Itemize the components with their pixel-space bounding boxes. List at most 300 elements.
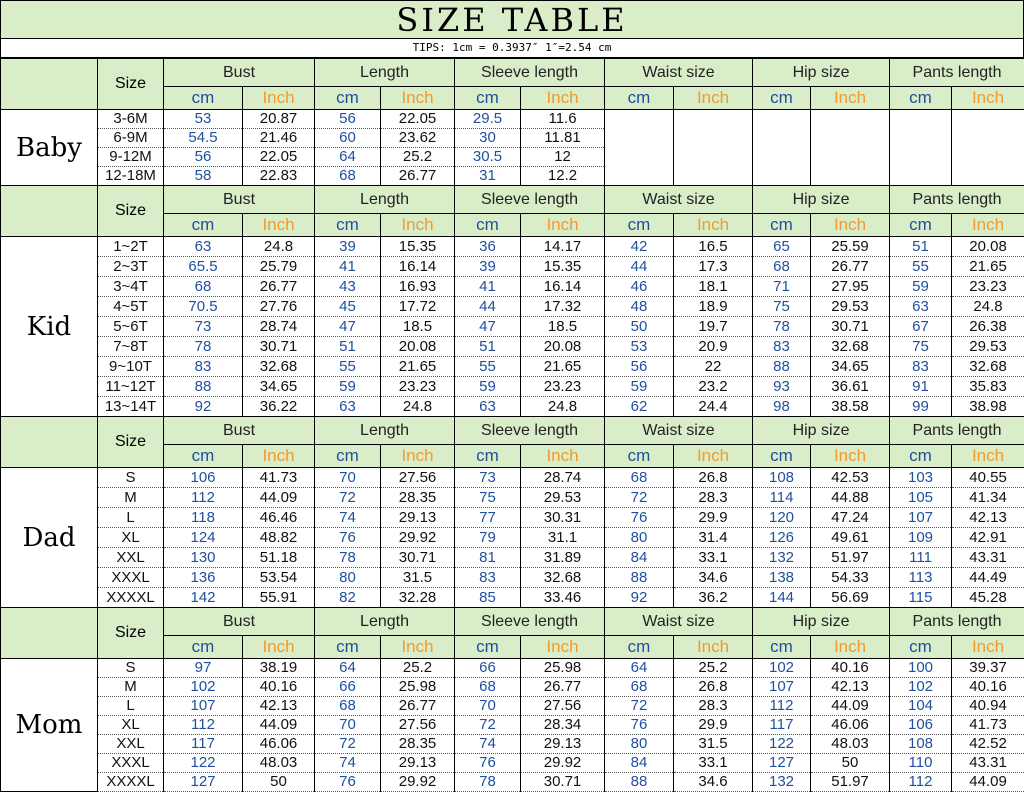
value-cm-cell: 62 — [605, 397, 674, 417]
value-cm-cell: 39 — [455, 257, 521, 277]
size-cell: M — [98, 488, 164, 508]
value-inch-cell: 42.13 — [952, 508, 1024, 528]
value-inch-cell: 36.2 — [674, 588, 753, 608]
value-cm-cell: 48 — [605, 297, 674, 317]
value-inch-cell: 34.65 — [811, 357, 890, 377]
value-cm-cell: 144 — [753, 588, 811, 608]
size-column-header: Size — [98, 186, 164, 237]
value-cm-cell: 74 — [315, 754, 381, 773]
table-row — [1, 317, 1024, 337]
value-cm-cell: 67 — [890, 317, 952, 337]
unit-cm-header: cm — [315, 87, 381, 110]
measure-header-bust: Bust — [164, 59, 315, 87]
value-inch-cell: 56.69 — [811, 588, 890, 608]
measure-header-bust: Bust — [164, 608, 315, 636]
value-cm-cell: 126 — [753, 528, 811, 548]
value-inch-cell: 31.5 — [674, 735, 753, 754]
value-inch-cell: 24.8 — [381, 397, 455, 417]
value-inch-cell: 23.23 — [381, 377, 455, 397]
measure-header-sleeve-length: Sleeve length — [455, 417, 605, 445]
value-inch-cell: 28.74 — [243, 317, 315, 337]
unit-cm-header: cm — [164, 214, 243, 237]
table-row — [1, 754, 1024, 773]
value-inch-cell: 41.73 — [243, 468, 315, 488]
value-inch-cell: 17.3 — [674, 257, 753, 277]
value-cm-cell: 112 — [164, 488, 243, 508]
value-inch-cell: 25.98 — [521, 659, 605, 678]
value-cm-cell: 76 — [605, 508, 674, 528]
value-cm-cell: 118 — [164, 508, 243, 528]
value-cm-cell: 103 — [890, 468, 952, 488]
unit-cm-header: cm — [164, 636, 243, 659]
value-inch-cell: 25.2 — [381, 148, 455, 167]
size-cell: 3-6M — [98, 110, 164, 129]
table-row — [1, 110, 1024, 129]
value-inch-cell: 36.22 — [243, 397, 315, 417]
size-cell: 7~8T — [98, 337, 164, 357]
unit-cm-header: cm — [164, 445, 243, 468]
value-inch-cell: 46.06 — [243, 735, 315, 754]
measure-header-length: Length — [315, 608, 455, 636]
value-inch-cell: 28.74 — [521, 468, 605, 488]
size-cell: S — [98, 659, 164, 678]
size-cell: 3~4T — [98, 277, 164, 297]
value-cm-cell: 88 — [605, 773, 674, 792]
unit-inch-header: Inch — [381, 87, 455, 110]
value-inch-cell: 23.2 — [674, 377, 753, 397]
value-inch-cell: 24.4 — [674, 397, 753, 417]
value-cm-cell: 63 — [315, 397, 381, 417]
measure-header-waist-size: Waist size — [605, 59, 753, 87]
value-inch-cell: 11.6 — [521, 110, 605, 129]
unit-inch-header: Inch — [811, 445, 890, 468]
empty-cell — [952, 110, 1024, 186]
value-cm-cell: 56 — [605, 357, 674, 377]
value-inch-cell: 21.65 — [381, 357, 455, 377]
unit-cm-header: cm — [605, 636, 674, 659]
measure-header-pants-length: Pants length — [890, 417, 1024, 445]
value-inch-cell: 24.8 — [521, 397, 605, 417]
unit-inch-header: Inch — [243, 636, 315, 659]
unit-cm-header: cm — [753, 87, 811, 110]
value-inch-cell: 22.05 — [243, 148, 315, 167]
value-cm-cell: 59 — [605, 377, 674, 397]
value-inch-cell: 48.03 — [243, 754, 315, 773]
value-inch-cell: 40.16 — [952, 678, 1024, 697]
empty-cell — [753, 110, 811, 186]
unit-inch-header: Inch — [674, 214, 753, 237]
value-cm-cell: 112 — [164, 716, 243, 735]
value-inch-cell: 20.08 — [381, 337, 455, 357]
value-cm-cell: 72 — [315, 488, 381, 508]
value-inch-cell: 50 — [243, 773, 315, 792]
value-inch-cell: 30.31 — [521, 508, 605, 528]
value-inch-cell: 29.92 — [381, 528, 455, 548]
table-row — [1, 659, 1024, 678]
measure-header-bust: Bust — [164, 186, 315, 214]
value-inch-cell: 18.5 — [521, 317, 605, 337]
value-inch-cell: 40.16 — [243, 678, 315, 697]
value-inch-cell: 16.14 — [381, 257, 455, 277]
table-row — [1, 397, 1024, 417]
size-cell: M — [98, 678, 164, 697]
value-cm-cell: 55 — [455, 357, 521, 377]
value-inch-cell: 29.92 — [381, 773, 455, 792]
value-cm-cell: 73 — [164, 317, 243, 337]
value-inch-cell: 32.68 — [521, 568, 605, 588]
unit-cm-header: cm — [605, 445, 674, 468]
value-cm-cell: 113 — [890, 568, 952, 588]
value-inch-cell: 46.06 — [811, 716, 890, 735]
table-row — [1, 548, 1024, 568]
table-row — [1, 488, 1024, 508]
value-cm-cell: 98 — [753, 397, 811, 417]
value-inch-cell: 34.6 — [674, 568, 753, 588]
value-inch-cell: 11.81 — [521, 129, 605, 148]
value-inch-cell: 26.77 — [381, 697, 455, 716]
value-cm-cell: 97 — [164, 659, 243, 678]
value-cm-cell: 39 — [315, 237, 381, 257]
value-inch-cell: 34.6 — [674, 773, 753, 792]
value-inch-cell: 28.35 — [381, 488, 455, 508]
value-inch-cell: 28.34 — [521, 716, 605, 735]
value-cm-cell: 68 — [164, 277, 243, 297]
value-cm-cell: 92 — [605, 588, 674, 608]
unit-inch-header: Inch — [521, 87, 605, 110]
size-cell: 1~2T — [98, 237, 164, 257]
value-inch-cell: 27.56 — [381, 468, 455, 488]
value-cm-cell: 112 — [890, 773, 952, 792]
value-cm-cell: 80 — [315, 568, 381, 588]
section-header-row — [1, 608, 1024, 636]
measure-header-pants-length: Pants length — [890, 608, 1024, 636]
unit-cm-header: cm — [753, 214, 811, 237]
value-inch-cell: 29.13 — [381, 508, 455, 528]
value-cm-cell: 72 — [315, 735, 381, 754]
value-inch-cell: 40.55 — [952, 468, 1024, 488]
value-cm-cell: 70 — [455, 697, 521, 716]
value-inch-cell: 21.65 — [521, 357, 605, 377]
value-cm-cell: 71 — [753, 277, 811, 297]
value-inch-cell: 12.2 — [521, 167, 605, 186]
size-cell: XL — [98, 716, 164, 735]
value-cm-cell: 115 — [890, 588, 952, 608]
unit-inch-header: Inch — [811, 214, 890, 237]
value-cm-cell: 51 — [455, 337, 521, 357]
value-inch-cell: 28.3 — [674, 697, 753, 716]
unit-inch-header: Inch — [521, 214, 605, 237]
value-inch-cell: 54.33 — [811, 568, 890, 588]
value-inch-cell: 34.65 — [243, 377, 315, 397]
value-cm-cell: 78 — [315, 548, 381, 568]
empty-cell — [605, 110, 674, 186]
value-inch-cell: 16.5 — [674, 237, 753, 257]
measure-header-hip-size: Hip size — [753, 59, 890, 87]
value-inch-cell: 30.71 — [243, 337, 315, 357]
value-inch-cell: 31.5 — [381, 568, 455, 588]
value-cm-cell: 108 — [890, 735, 952, 754]
value-cm-cell: 29.5 — [455, 110, 521, 129]
value-inch-cell: 42.53 — [811, 468, 890, 488]
value-cm-cell: 92 — [164, 397, 243, 417]
value-cm-cell: 63 — [890, 297, 952, 317]
measure-header-sleeve-length: Sleeve length — [455, 59, 605, 87]
value-cm-cell: 42 — [605, 237, 674, 257]
value-inch-cell: 42.91 — [952, 528, 1024, 548]
value-inch-cell: 27.95 — [811, 277, 890, 297]
value-cm-cell: 64 — [315, 148, 381, 167]
value-inch-cell: 30.71 — [381, 548, 455, 568]
unit-inch-header: Inch — [952, 636, 1024, 659]
measure-header-pants-length: Pants length — [890, 186, 1024, 214]
value-cm-cell: 70 — [315, 716, 381, 735]
value-cm-cell: 76 — [455, 754, 521, 773]
value-cm-cell: 114 — [753, 488, 811, 508]
value-cm-cell: 58 — [164, 167, 243, 186]
value-inch-cell: 28.35 — [381, 735, 455, 754]
unit-cm-header: cm — [890, 87, 952, 110]
size-cell: XXXXL — [98, 588, 164, 608]
size-column-header: Size — [98, 608, 164, 659]
value-cm-cell: 77 — [455, 508, 521, 528]
value-inch-cell: 55.91 — [243, 588, 315, 608]
value-cm-cell: 83 — [890, 357, 952, 377]
category-header-cell — [1, 608, 98, 659]
value-cm-cell: 130 — [164, 548, 243, 568]
value-inch-cell: 43.31 — [952, 548, 1024, 568]
value-cm-cell: 47 — [315, 317, 381, 337]
value-cm-cell: 65 — [753, 237, 811, 257]
value-cm-cell: 102 — [164, 678, 243, 697]
value-inch-cell: 36.61 — [811, 377, 890, 397]
unit-cm-header: cm — [890, 445, 952, 468]
value-inch-cell: 40.16 — [811, 659, 890, 678]
size-column-header: Size — [98, 59, 164, 110]
value-cm-cell: 111 — [890, 548, 952, 568]
value-cm-cell: 36 — [455, 237, 521, 257]
value-inch-cell: 41.34 — [952, 488, 1024, 508]
value-inch-cell: 23.62 — [381, 129, 455, 148]
value-inch-cell: 44.09 — [952, 773, 1024, 792]
value-inch-cell: 46.46 — [243, 508, 315, 528]
value-cm-cell: 83 — [455, 568, 521, 588]
value-inch-cell: 25.2 — [381, 659, 455, 678]
value-inch-cell: 27.76 — [243, 297, 315, 317]
table-row — [1, 697, 1024, 716]
table-row — [1, 337, 1024, 357]
measure-header-sleeve-length: Sleeve length — [455, 608, 605, 636]
category-header-cell — [1, 417, 98, 468]
value-cm-cell: 41 — [455, 277, 521, 297]
value-inch-cell: 27.56 — [521, 697, 605, 716]
value-inch-cell: 25.79 — [243, 257, 315, 277]
value-inch-cell: 32.68 — [952, 357, 1024, 377]
value-inch-cell: 38.19 — [243, 659, 315, 678]
value-cm-cell: 85 — [455, 588, 521, 608]
unit-inch-header: Inch — [811, 87, 890, 110]
value-cm-cell: 73 — [455, 468, 521, 488]
size-table — [0, 58, 1024, 792]
value-inch-cell: 27.56 — [381, 716, 455, 735]
value-inch-cell: 32.68 — [811, 337, 890, 357]
value-cm-cell: 106 — [164, 468, 243, 488]
value-cm-cell: 59 — [315, 377, 381, 397]
unit-inch-header: Inch — [952, 87, 1024, 110]
unit-cm-header: cm — [315, 214, 381, 237]
unit-inch-header: Inch — [243, 87, 315, 110]
value-cm-cell: 109 — [890, 528, 952, 548]
value-inch-cell: 29.53 — [811, 297, 890, 317]
size-cell: S — [98, 468, 164, 488]
value-cm-cell: 64 — [605, 659, 674, 678]
value-inch-cell: 51.97 — [811, 773, 890, 792]
category-kid: Kid — [1, 237, 98, 417]
unit-cm-header: cm — [164, 87, 243, 110]
unit-inch-header: Inch — [243, 445, 315, 468]
value-cm-cell: 44 — [605, 257, 674, 277]
value-inch-cell: 19.7 — [674, 317, 753, 337]
value-inch-cell: 20.08 — [952, 237, 1024, 257]
measure-header-hip-size: Hip size — [753, 186, 890, 214]
value-inch-cell: 14.17 — [521, 237, 605, 257]
unit-cm-header: cm — [315, 445, 381, 468]
value-inch-cell: 20.08 — [521, 337, 605, 357]
value-inch-cell: 35.83 — [952, 377, 1024, 397]
value-cm-cell: 84 — [605, 548, 674, 568]
value-cm-cell: 132 — [753, 773, 811, 792]
value-cm-cell: 88 — [164, 377, 243, 397]
table-row — [1, 528, 1024, 548]
value-inch-cell: 25.98 — [381, 678, 455, 697]
value-cm-cell: 132 — [753, 548, 811, 568]
value-inch-cell: 39.37 — [952, 659, 1024, 678]
value-inch-cell: 51.97 — [811, 548, 890, 568]
value-inch-cell: 40.94 — [952, 697, 1024, 716]
table-row — [1, 716, 1024, 735]
value-cm-cell: 104 — [890, 697, 952, 716]
value-inch-cell: 29.9 — [674, 508, 753, 528]
measure-header-bust: Bust — [164, 417, 315, 445]
value-inch-cell: 45.28 — [952, 588, 1024, 608]
size-cell: XXL — [98, 548, 164, 568]
value-inch-cell: 51.18 — [243, 548, 315, 568]
conversion-tips: TIPS: 1cm = 0.3937″ 1″=2.54 cm — [0, 38, 1024, 58]
category-dad: Dad — [1, 468, 98, 608]
value-inch-cell: 44.49 — [952, 568, 1024, 588]
value-cm-cell: 79 — [455, 528, 521, 548]
value-inch-cell: 29.13 — [521, 735, 605, 754]
value-cm-cell: 138 — [753, 568, 811, 588]
value-inch-cell: 23.23 — [952, 277, 1024, 297]
value-inch-cell: 18.9 — [674, 297, 753, 317]
size-cell: 5~6T — [98, 317, 164, 337]
unit-inch-header: Inch — [521, 445, 605, 468]
value-cm-cell: 117 — [164, 735, 243, 754]
value-cm-cell: 91 — [890, 377, 952, 397]
value-cm-cell: 107 — [890, 508, 952, 528]
value-inch-cell: 38.58 — [811, 397, 890, 417]
value-cm-cell: 68 — [605, 468, 674, 488]
value-inch-cell: 21.46 — [243, 129, 315, 148]
value-inch-cell: 41.73 — [952, 716, 1024, 735]
size-cell: L — [98, 508, 164, 528]
value-inch-cell: 53.54 — [243, 568, 315, 588]
value-inch-cell: 38.98 — [952, 397, 1024, 417]
value-cm-cell: 78 — [164, 337, 243, 357]
value-cm-cell: 108 — [753, 468, 811, 488]
value-cm-cell: 43 — [315, 277, 381, 297]
table-row — [1, 237, 1024, 257]
value-inch-cell: 26.77 — [521, 678, 605, 697]
value-cm-cell: 53 — [605, 337, 674, 357]
value-cm-cell: 88 — [605, 568, 674, 588]
value-inch-cell: 26.8 — [674, 678, 753, 697]
value-cm-cell: 44 — [455, 297, 521, 317]
value-cm-cell: 93 — [753, 377, 811, 397]
unit-cm-header: cm — [890, 636, 952, 659]
value-inch-cell: 12 — [521, 148, 605, 167]
value-cm-cell: 106 — [890, 716, 952, 735]
size-cell: 9~10T — [98, 357, 164, 377]
unit-cm-header: cm — [315, 636, 381, 659]
size-column-header: Size — [98, 417, 164, 468]
table-row — [1, 377, 1024, 397]
value-cm-cell: 127 — [753, 754, 811, 773]
value-inch-cell: 18.5 — [381, 317, 455, 337]
section-header-row — [1, 417, 1024, 445]
value-cm-cell: 74 — [455, 735, 521, 754]
value-cm-cell: 84 — [605, 754, 674, 773]
value-cm-cell: 63 — [455, 397, 521, 417]
value-inch-cell: 26.77 — [243, 277, 315, 297]
value-inch-cell: 29.53 — [521, 488, 605, 508]
value-cm-cell: 59 — [455, 377, 521, 397]
category-mom: Mom — [1, 659, 98, 792]
value-inch-cell: 30.71 — [521, 773, 605, 792]
value-inch-cell: 26.8 — [674, 468, 753, 488]
value-cm-cell: 75 — [455, 488, 521, 508]
unit-cm-header: cm — [605, 87, 674, 110]
value-cm-cell: 117 — [753, 716, 811, 735]
unit-inch-header: Inch — [952, 214, 1024, 237]
value-inch-cell: 42.13 — [811, 678, 890, 697]
measure-header-waist-size: Waist size — [605, 417, 753, 445]
value-cm-cell: 136 — [164, 568, 243, 588]
measure-header-hip-size: Hip size — [753, 417, 890, 445]
value-cm-cell: 51 — [315, 337, 381, 357]
size-cell: XXL — [98, 735, 164, 754]
value-cm-cell: 30.5 — [455, 148, 521, 167]
value-cm-cell: 100 — [890, 659, 952, 678]
unit-cm-header: cm — [455, 445, 521, 468]
measure-header-length: Length — [315, 186, 455, 214]
size-cell: 6-9M — [98, 129, 164, 148]
table-row — [1, 588, 1024, 608]
table-row — [1, 508, 1024, 528]
value-cm-cell: 105 — [890, 488, 952, 508]
value-inch-cell: 49.61 — [811, 528, 890, 548]
measure-header-length: Length — [315, 417, 455, 445]
category-header-cell — [1, 186, 98, 237]
value-cm-cell: 75 — [753, 297, 811, 317]
unit-inch-header: Inch — [952, 445, 1024, 468]
unit-inch-header: Inch — [381, 636, 455, 659]
value-inch-cell: 29.53 — [952, 337, 1024, 357]
value-cm-cell: 80 — [605, 735, 674, 754]
value-cm-cell: 68 — [753, 257, 811, 277]
unit-cm-header: cm — [605, 214, 674, 237]
category-header-cell — [1, 59, 98, 110]
